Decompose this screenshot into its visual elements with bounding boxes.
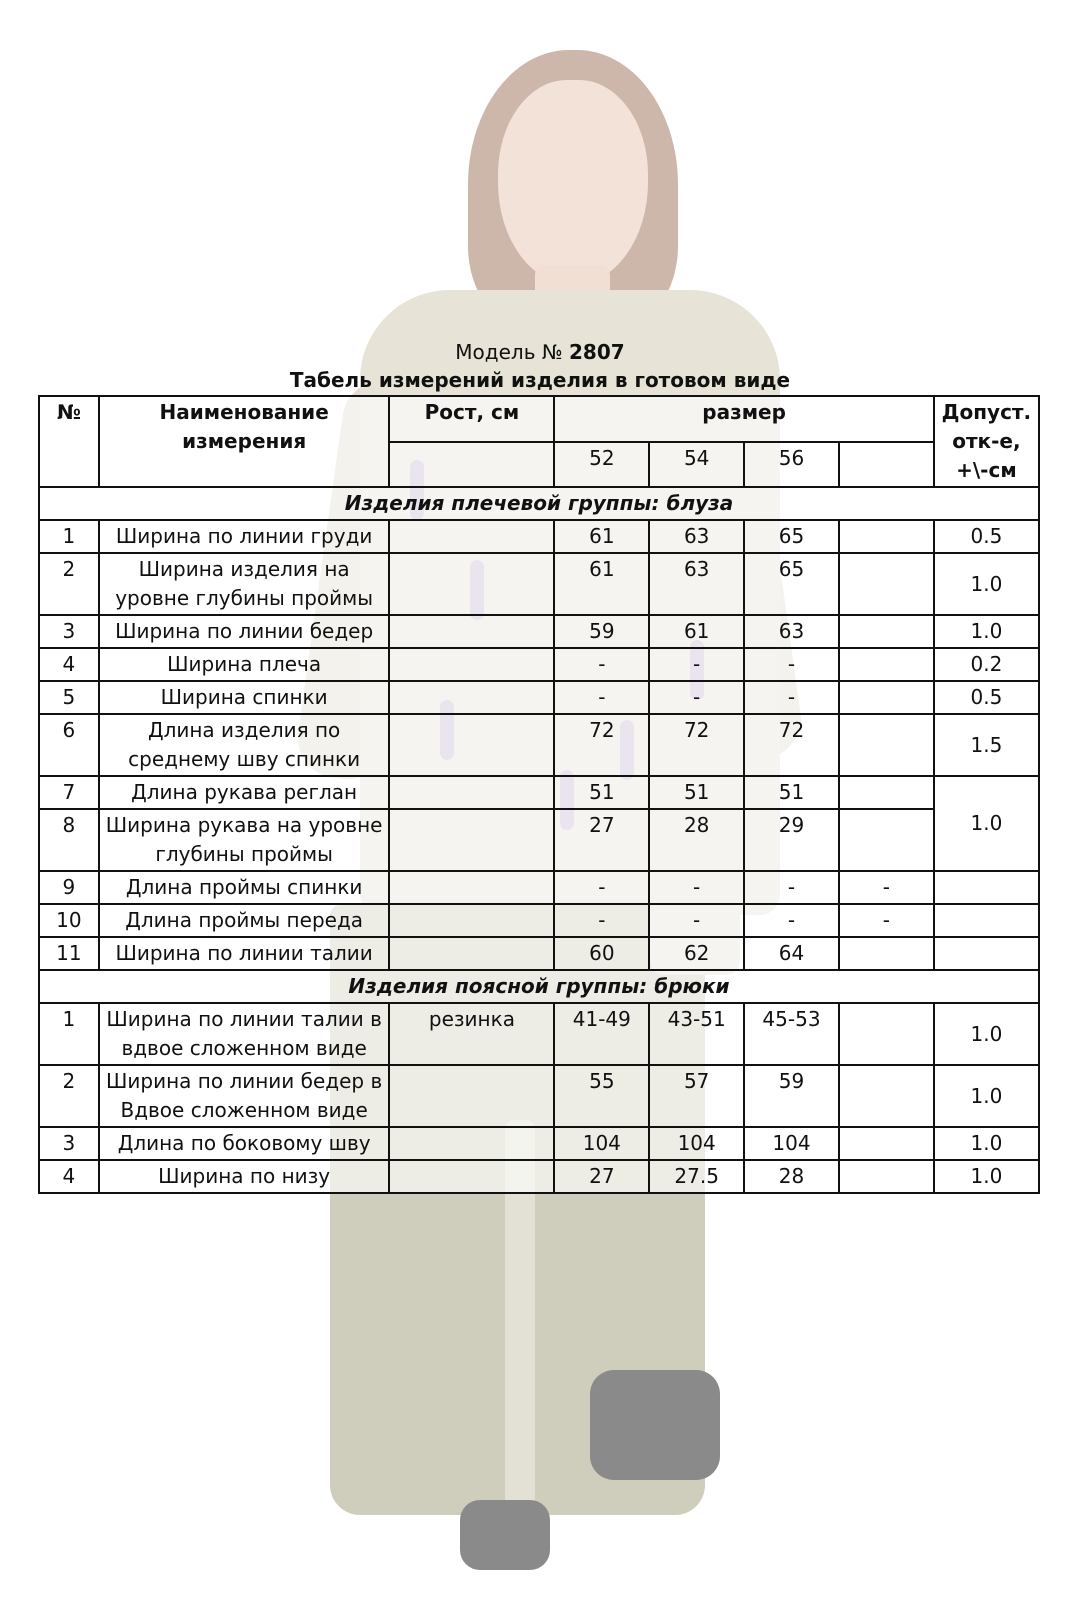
row-value — [839, 648, 934, 681]
row-value: - — [649, 904, 744, 937]
row-tolerance — [934, 871, 1039, 904]
table-row — [39, 615, 1039, 648]
model-right-sandal — [590, 1370, 720, 1480]
size-cell: 52 — [554, 442, 649, 488]
row-value: 59 — [554, 615, 649, 648]
row-value: 72 — [649, 714, 744, 776]
row-value — [839, 520, 934, 553]
row-name: Ширина по линии талии в вдвое сложенном виде — [99, 1003, 390, 1065]
table-row — [39, 681, 1039, 714]
row-value: - — [554, 904, 649, 937]
row-name: Длина проймы переда — [99, 904, 390, 937]
row-value: - — [554, 681, 649, 714]
row-value — [839, 714, 934, 776]
table-row — [39, 714, 1039, 776]
row-value: 65 — [744, 553, 839, 615]
row-tolerance — [934, 937, 1039, 970]
row-name: Ширина по низу — [99, 1160, 390, 1193]
height-empty — [389, 442, 554, 488]
row-height — [389, 1160, 554, 1193]
row-tolerance — [934, 904, 1039, 937]
row-value: 27 — [554, 809, 649, 871]
size-cell — [839, 442, 934, 488]
row-value: 60 — [554, 937, 649, 970]
row-number: 3 — [39, 615, 99, 648]
row-value — [839, 937, 934, 970]
row-value — [839, 1160, 934, 1193]
row-name: Ширина по линии груди — [99, 520, 390, 553]
row-name: Ширина плеча — [99, 648, 390, 681]
row-name: Ширина спинки — [99, 681, 390, 714]
row-value: - — [649, 648, 744, 681]
row-value — [839, 615, 934, 648]
row-value: 28 — [649, 809, 744, 871]
row-value: 62 — [649, 937, 744, 970]
row-tolerance: 1.0 — [934, 1160, 1039, 1193]
row-number: 1 — [39, 520, 99, 553]
row-value: - — [839, 871, 934, 904]
header-size: размер — [554, 396, 933, 442]
row-value: 29 — [744, 809, 839, 871]
row-value — [839, 1065, 934, 1127]
row-value — [839, 1003, 934, 1065]
table-row — [39, 1127, 1039, 1160]
row-value: 55 — [554, 1065, 649, 1127]
model-left-sandal — [460, 1500, 550, 1570]
row-height — [389, 1127, 554, 1160]
row-number: 11 — [39, 937, 99, 970]
row-name: Ширина изделия на уровне глубины проймы — [99, 553, 390, 615]
row-value: 64 — [744, 937, 839, 970]
row-height — [389, 871, 554, 904]
row-tolerance: 1.0 — [934, 1127, 1039, 1160]
row-value — [839, 776, 934, 809]
table-row — [39, 904, 1039, 937]
row-value: 104 — [744, 1127, 839, 1160]
row-value: - — [649, 681, 744, 714]
row-number: 6 — [39, 714, 99, 776]
row-tolerance: 0.5 — [934, 520, 1039, 553]
row-value: - — [744, 904, 839, 937]
table-row — [39, 776, 1039, 809]
row-value: 51 — [649, 776, 744, 809]
row-value: 63 — [649, 520, 744, 553]
row-tolerance: 0.5 — [934, 681, 1039, 714]
row-tolerance: 1.0 — [934, 776, 1039, 871]
row-value: 45-53 — [744, 1003, 839, 1065]
row-value: - — [839, 904, 934, 937]
row-value: 28 — [744, 1160, 839, 1193]
row-height: резинка — [389, 1003, 554, 1065]
row-number: 10 — [39, 904, 99, 937]
row-tolerance: 1.0 — [934, 615, 1039, 648]
row-height — [389, 714, 554, 776]
section-title: Изделия поясной группы: брюки — [39, 970, 1039, 1003]
table-row — [39, 1003, 1039, 1065]
row-height — [389, 553, 554, 615]
row-number: 1 — [39, 1003, 99, 1065]
row-value: 61 — [554, 553, 649, 615]
row-height — [389, 1065, 554, 1127]
table-row — [39, 937, 1039, 970]
row-value: 61 — [554, 520, 649, 553]
header-name: Наименование измерения — [99, 396, 390, 487]
row-value: 27 — [554, 1160, 649, 1193]
row-value: 61 — [649, 615, 744, 648]
model-number: 2807 — [569, 340, 625, 364]
row-number: 3 — [39, 1127, 99, 1160]
row-value: 63 — [649, 553, 744, 615]
row-value: 104 — [649, 1127, 744, 1160]
row-value: 51 — [744, 776, 839, 809]
measurement-table — [38, 395, 1040, 1194]
table-row — [39, 520, 1039, 553]
row-name: Длина по боковому шву — [99, 1127, 390, 1160]
row-height — [389, 615, 554, 648]
row-number: 2 — [39, 1065, 99, 1127]
row-number: 5 — [39, 681, 99, 714]
table-row — [39, 1160, 1039, 1193]
size-cell: 54 — [649, 442, 744, 488]
row-name: Длина рукава реглан — [99, 776, 390, 809]
row-name: Ширина рукава на уровне глубины проймы — [99, 809, 390, 871]
row-name: Ширина по линии талии — [99, 937, 390, 970]
row-tolerance: 1.0 — [934, 1003, 1039, 1065]
row-value: 104 — [554, 1127, 649, 1160]
size-cell: 56 — [744, 442, 839, 488]
row-number: 9 — [39, 871, 99, 904]
row-height — [389, 904, 554, 937]
row-value: 72 — [744, 714, 839, 776]
row-name: Длина изделия по среднему шву спинки — [99, 714, 390, 776]
row-value: 59 — [744, 1065, 839, 1127]
row-tolerance: 0.2 — [934, 648, 1039, 681]
row-tolerance: 1.5 — [934, 714, 1039, 776]
table-row — [39, 809, 1039, 871]
row-tolerance: 1.0 — [934, 1065, 1039, 1127]
section-title: Изделия плечевой группы: блуза — [39, 487, 1039, 520]
model-face — [498, 80, 648, 285]
row-value: 41-49 — [554, 1003, 649, 1065]
row-name: Длина проймы спинки — [99, 871, 390, 904]
row-value: - — [649, 871, 744, 904]
table-row — [39, 871, 1039, 904]
table-row — [39, 553, 1039, 615]
table-row — [39, 1065, 1039, 1127]
row-number: 4 — [39, 1160, 99, 1193]
row-number: 2 — [39, 553, 99, 615]
row-value: - — [744, 871, 839, 904]
row-value: 43-51 — [649, 1003, 744, 1065]
row-height — [389, 809, 554, 871]
chart-subtitle: Табель измерений изделия в готовом виде — [289, 368, 791, 392]
row-height — [389, 520, 554, 553]
header-tolerance: Допуст. отк-е, +\-см — [934, 396, 1039, 487]
row-value: 63 — [744, 615, 839, 648]
table-row — [39, 648, 1039, 681]
row-value — [839, 809, 934, 871]
header-height: Рост, см — [389, 396, 554, 442]
row-value: - — [554, 871, 649, 904]
row-value: 27.5 — [649, 1160, 744, 1193]
row-height — [389, 681, 554, 714]
row-height — [389, 776, 554, 809]
row-value: 72 — [554, 714, 649, 776]
row-value: - — [744, 648, 839, 681]
row-value — [839, 553, 934, 615]
row-name: Ширина по линии бедер в Вдвое сложенном виде — [99, 1065, 390, 1127]
row-number: 7 — [39, 776, 99, 809]
row-value: 51 — [554, 776, 649, 809]
row-value — [839, 1127, 934, 1160]
row-value: - — [554, 648, 649, 681]
model-title — [0, 340, 1080, 364]
row-height — [389, 937, 554, 970]
row-number: 8 — [39, 809, 99, 871]
header-num: № — [39, 396, 99, 487]
row-value: 65 — [744, 520, 839, 553]
row-name: Ширина по линии бедер — [99, 615, 390, 648]
row-number: 4 — [39, 648, 99, 681]
model-label: Модель № — [455, 340, 563, 364]
row-value: - — [744, 681, 839, 714]
row-tolerance: 1.0 — [934, 553, 1039, 615]
section-row — [39, 487, 1039, 520]
table-body — [39, 396, 1039, 1193]
header-row — [39, 396, 1039, 442]
row-value — [839, 681, 934, 714]
row-value: 57 — [649, 1065, 744, 1127]
row-height — [389, 648, 554, 681]
section-row — [39, 970, 1039, 1003]
